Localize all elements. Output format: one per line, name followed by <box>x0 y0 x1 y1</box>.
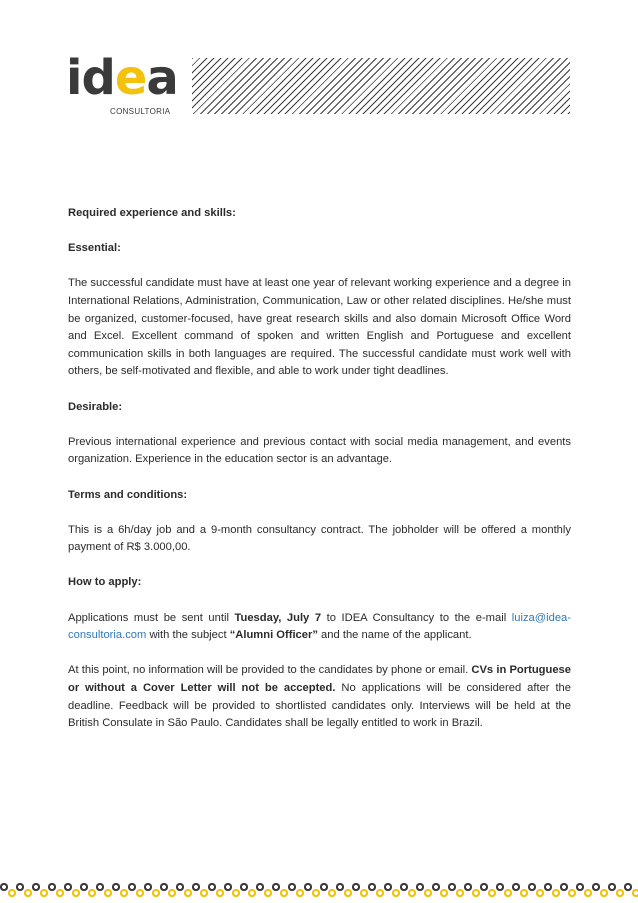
terms-heading: Terms and conditions: <box>68 488 188 501</box>
apply-paragraph <box>68 610 571 645</box>
terms-text: This is a 6h/day job and a 9-month consultancy contract. The jobholder will be offered a monthly payment of R$ 3.000,00. <box>68 523 571 554</box>
logo-letter-i: i <box>66 50 82 106</box>
logo-letter-a: a <box>146 50 178 106</box>
apply-deadline: Tuesday, July 7 <box>234 611 322 624</box>
apply-text-2: to IDEA Consultancy to the e-mail <box>321 611 512 624</box>
header-hatch-pattern <box>192 58 570 114</box>
notice-bold: CVs in Portuguese or without a Cover Letter will not be accepted. <box>68 664 571 695</box>
job-description <box>68 205 571 750</box>
logo-letter-e: e <box>114 50 147 106</box>
logo-wordmark <box>66 50 178 106</box>
logo-letter-d: d <box>81 50 115 106</box>
notice-paragraph <box>68 662 571 732</box>
desirable-heading: Desirable: <box>68 400 123 413</box>
email-link[interactable]: luiza@idea-consultoria.com <box>68 611 571 642</box>
apply-subject: “Alumni Officer” <box>229 629 318 642</box>
footer-decorative-pattern <box>0 880 638 903</box>
apply-text-1: Applications must be sent until <box>68 611 235 624</box>
desirable-text: Previous international experience and previous contact with social media management, and events organization. Experience in the education sector is an advantage. <box>68 435 571 466</box>
idea-logo <box>66 50 181 118</box>
apply-text-4: and the name of the applicant. <box>317 629 472 642</box>
logo-subtitle: CONSULTORIA <box>110 107 171 116</box>
apply-text-3: with the subject <box>146 629 230 642</box>
essential-heading: Essential: <box>68 242 121 255</box>
essential-text: The successful candidate must have at least one year of relevant working experience and a degree in International Relations, Administration, Communication, Law or other related disciplines. He/she must be organized, customer-focused, have great research skills and also domain Microsoft Office Word and Excel. Excellent command of spoken and written English and Portuguese and excellent communication skills in both languages are required. The successful candidate must work well with others, be self-motivated and flexible, and able to work under tight deadlines. <box>68 277 571 378</box>
how-to-apply-heading: How to apply: <box>68 576 142 589</box>
required-skills-heading: Required experience and skills: <box>68 207 236 219</box>
notice-text-1: At this point, no information will be provided to the candidates by phone or email. <box>68 664 472 677</box>
notice-text-2: No applications will be considered after the deadline. Feedback will be provided to shortlisted candidates only. Interviews will be held at the British Consulate in São Paulo. Candidates shall be legally entitled to work in Brazil. <box>68 682 571 730</box>
